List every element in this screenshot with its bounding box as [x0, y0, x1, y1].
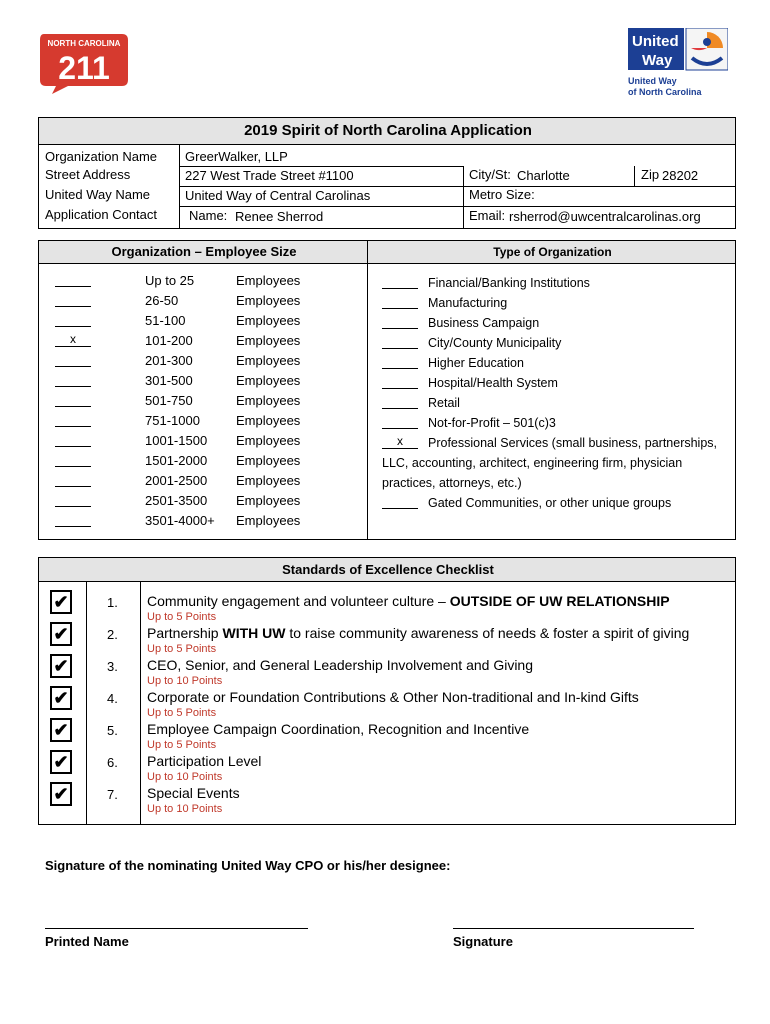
- employee-size-heading: Organization – Employee Size: [111, 244, 297, 259]
- employee-size-unit: Employees: [236, 353, 301, 368]
- employee-size-unit: Employees: [236, 413, 301, 428]
- application-title: 2019 Spirit of North Carolina Application: [244, 122, 532, 139]
- organization-type-label: Higher Education: [428, 356, 524, 370]
- organization-type-checkbox[interactable]: [382, 415, 418, 429]
- standard-title: [147, 689, 639, 705]
- organization-type-label: Retail: [428, 396, 460, 410]
- employee-size-header: [38, 240, 368, 264]
- standard-points: Up to 5 Points: [147, 611, 217, 623]
- organization-type-checkbox[interactable]: [382, 395, 418, 409]
- organization-type-label: Hospital/Health System: [428, 376, 558, 390]
- standard-title-text: Corporate or Foundation Contributions & Other Non-traditional and In-kind Gifts: [147, 689, 639, 705]
- standard-number: 5.: [107, 723, 118, 738]
- organization-type-label: City/County Municipality: [428, 336, 562, 350]
- employee-size-unit: Employees: [236, 293, 301, 308]
- organization-type-label: Manufacturing: [428, 296, 508, 310]
- standard-points: Up to 10 Points: [147, 771, 223, 783]
- employee-size-range: 51-100: [145, 313, 186, 328]
- organization-type-label: Professional Services (small business, partnerships,: [428, 436, 718, 450]
- standard-number: 4.: [107, 691, 118, 706]
- standard-title-text: CEO, Senior, and General Leadership Involvement and Giving: [147, 657, 534, 673]
- value-united-way-name[interactable]: United Way of Central Carolinas: [185, 188, 371, 203]
- organization-type-label: Not-for-Profit – 501(c)3: [428, 416, 556, 430]
- label-metro-size: Metro Size:: [469, 187, 535, 202]
- value-city-state[interactable]: Charlotte: [517, 168, 570, 183]
- standards-header: [38, 557, 736, 582]
- employee-size-unit: Employees: [236, 313, 301, 328]
- employee-size-range: Up to 25: [145, 273, 195, 288]
- standards-heading: Standards of Excellence Checklist: [282, 562, 494, 577]
- employee-size-checkbox[interactable]: x: [55, 333, 91, 347]
- value-contact-name[interactable]: Renee Sherrod: [235, 209, 324, 224]
- standard-title: [147, 753, 261, 769]
- standard-title-text: Community engagement and volunteer culture –: [147, 593, 450, 609]
- standard-title: [147, 593, 670, 609]
- standard-number: 3.: [107, 659, 118, 674]
- value-zip[interactable]: 28202: [662, 168, 699, 183]
- employee-size-checkbox[interactable]: [55, 273, 91, 287]
- employee-size-range: 2501-3500: [145, 493, 208, 508]
- employee-size-range: 3501-4000+: [145, 513, 215, 528]
- employee-size-range: 1501-2000: [145, 453, 208, 468]
- label-application-contact: Application Contact: [45, 207, 158, 222]
- organization-type-label: Business Campaign: [428, 316, 540, 330]
- employee-size-range: 501-750: [145, 393, 193, 408]
- employee-size-checkbox[interactable]: [55, 473, 91, 487]
- professional-services-continued-2: practices, attorneys, etc.): [382, 476, 522, 490]
- standard-points: Up to 10 Points: [147, 803, 223, 815]
- uw-logo-line2: Way: [642, 52, 673, 69]
- standard-title-emphasis: WITH UW: [222, 625, 286, 641]
- label-street-address: Street Address: [45, 167, 131, 182]
- organization-type-checkbox[interactable]: [382, 275, 418, 289]
- standard-title: [147, 721, 529, 737]
- united-way-logo: [628, 28, 728, 98]
- employee-size-unit: Employees: [236, 513, 301, 528]
- employee-size-checkbox[interactable]: [55, 373, 91, 387]
- employee-size-range: 26-50: [145, 293, 179, 308]
- standard-points: Up to 10 Points: [147, 675, 223, 687]
- employee-size-unit: Employees: [236, 273, 301, 288]
- uw-logo-line1: United: [632, 33, 679, 50]
- standard-title-text: Participation Level: [147, 753, 262, 769]
- value-street-address[interactable]: 227 West Trade Street #1100: [185, 168, 354, 183]
- employee-size-range: 101-200: [145, 333, 193, 348]
- standard-title: [147, 657, 533, 673]
- employee-size-range: 2001-2500: [145, 473, 208, 488]
- label-city-state: City/St:: [469, 167, 511, 182]
- standard-title: [147, 625, 689, 641]
- signature-label: Signature: [453, 934, 513, 949]
- standard-checkbox[interactable]: ✔: [50, 622, 72, 646]
- printed-name-label: Printed Name: [45, 934, 129, 949]
- employee-size-unit: Employees: [236, 333, 301, 348]
- standard-title-text: Special Events: [147, 785, 240, 801]
- standard-title-text: Partnership: [147, 625, 223, 641]
- nc211-top-text: NORTH CAROLINA: [47, 39, 121, 48]
- organization-type-checkbox[interactable]: [382, 335, 418, 349]
- label-contact-name: Name:: [189, 208, 228, 223]
- employee-size-checkbox[interactable]: [55, 513, 91, 527]
- standard-checkbox[interactable]: ✔: [50, 590, 72, 614]
- uw-caption-line1: United Way: [628, 76, 677, 86]
- organization-type-checkbox[interactable]: [382, 295, 418, 309]
- standard-checkbox[interactable]: ✔: [50, 782, 72, 806]
- employee-size-range: 751-1000: [145, 413, 200, 428]
- standard-title-emphasis: OUTSIDE OF UW RELATIONSHIP: [449, 593, 670, 609]
- standard-points: Up to 5 Points: [147, 643, 217, 655]
- standard-checkbox[interactable]: ✔: [50, 750, 72, 774]
- employee-size-checkbox[interactable]: [55, 313, 91, 327]
- standard-title-text: Employee Campaign Coordination, Recognition and Incentive: [147, 721, 530, 737]
- employee-size-checkbox[interactable]: [55, 453, 91, 467]
- professional-services-continued-1: LLC, accounting, architect, engineering firm, physician: [382, 456, 683, 470]
- nc211-number: 211: [58, 50, 110, 86]
- standard-checkbox[interactable]: ✔: [50, 718, 72, 742]
- standard-checkbox[interactable]: ✔: [50, 686, 72, 710]
- employee-size-checkbox[interactable]: [55, 433, 91, 447]
- label-zip: Zip: [641, 167, 660, 182]
- standard-points: Up to 5 Points: [147, 739, 217, 751]
- label-organization-name: Organization Name: [45, 149, 157, 164]
- standard-number: 2.: [107, 627, 118, 642]
- signature-line[interactable]: [453, 928, 694, 929]
- organization-type-checkbox[interactable]: [382, 375, 418, 389]
- standard-points: Up to 5 Points: [147, 707, 217, 719]
- employee-size-unit: Employees: [236, 373, 301, 388]
- employee-size-checkbox[interactable]: [55, 293, 91, 307]
- organization-type-checkbox[interactable]: [382, 495, 418, 509]
- employee-size-checkbox[interactable]: [55, 493, 91, 507]
- employee-size-checkbox[interactable]: [55, 413, 91, 427]
- employee-size-unit: Employees: [236, 493, 301, 508]
- employee-size-range: 201-300: [145, 353, 193, 368]
- organization-type-checkbox[interactable]: [382, 355, 418, 369]
- organization-type-label: Gated Communities, or other unique groups: [428, 496, 672, 510]
- employee-size-unit: Employees: [236, 453, 301, 468]
- standard-title: [147, 785, 240, 801]
- label-email: Email:: [469, 208, 506, 223]
- standard-checkbox[interactable]: ✔: [50, 654, 72, 678]
- nc-211-logo: [38, 30, 130, 94]
- standard-number: 1.: [107, 595, 118, 610]
- type-of-organization-header: [367, 240, 736, 264]
- value-organization-name[interactable]: GreerWalker, LLP: [185, 149, 288, 164]
- type-of-organization-heading: Type of Organization: [493, 245, 612, 259]
- employee-size-range: 301-500: [145, 373, 193, 388]
- application-title-row: [38, 117, 736, 145]
- organization-type-checkbox[interactable]: [382, 315, 418, 329]
- employee-size-unit: Employees: [236, 393, 301, 408]
- uw-caption-line2: of North Carolina: [628, 87, 702, 97]
- employee-size-range: 1001-1500: [145, 433, 208, 448]
- employee-size-unit: Employees: [236, 433, 301, 448]
- printed-name-line[interactable]: [45, 928, 308, 929]
- organization-type-label: Financial/Banking Institutions: [428, 276, 590, 290]
- employee-size-checkbox[interactable]: [55, 393, 91, 407]
- organization-type-checkbox[interactable]: x: [382, 435, 418, 449]
- employee-size-checkbox[interactable]: [55, 353, 91, 367]
- standard-number: 7.: [107, 787, 118, 802]
- value-email[interactable]: rsherrod@uwcentralcarolinas.org: [509, 209, 701, 224]
- label-united-way-name: United Way Name: [45, 187, 150, 202]
- employee-size-unit: Employees: [236, 473, 301, 488]
- standard-title-rest: to raise community awareness of needs & foster a spirit of giving: [285, 625, 690, 641]
- standard-number: 6.: [107, 755, 118, 770]
- signature-prompt: Signature of the nominating United Way CPO or his/her designee:: [45, 858, 451, 873]
